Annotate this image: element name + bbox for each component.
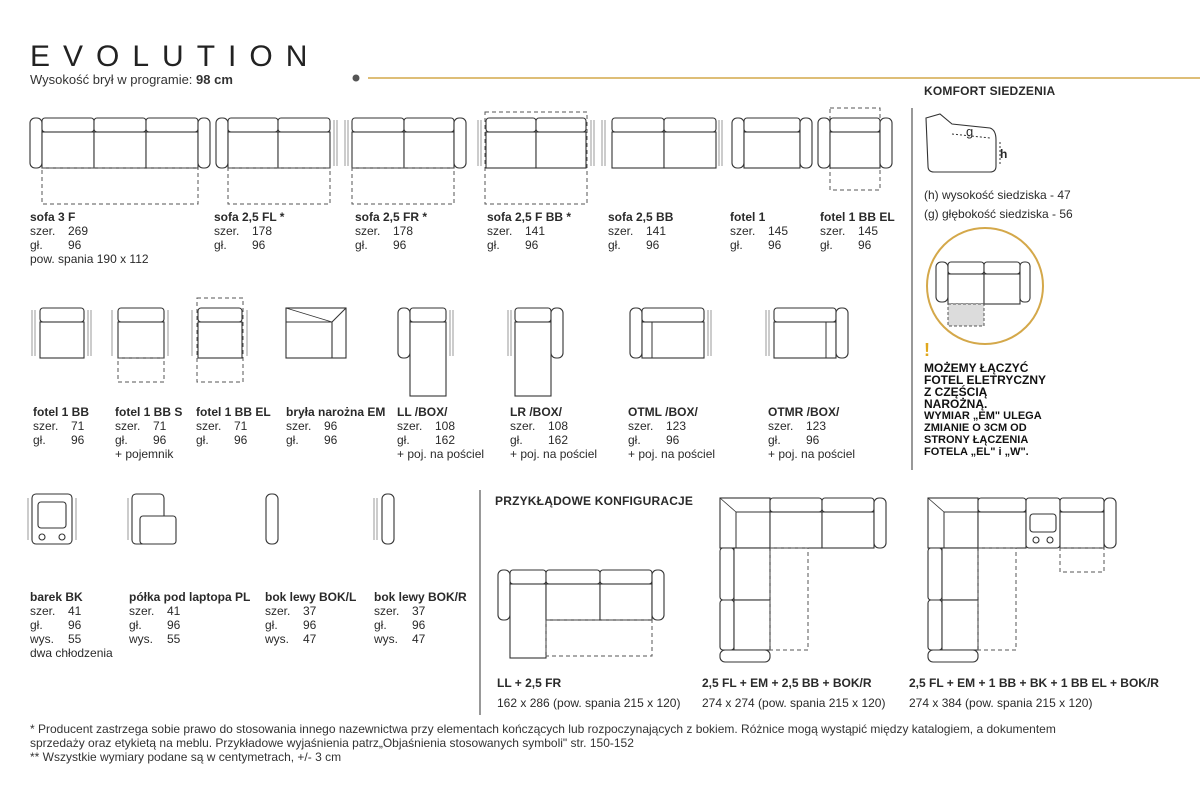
module-label: fotel 1 szer. 145 gł. 96 [730,210,789,252]
sofa-25fr-drawing [345,118,466,204]
module-label: bryła narożna EM szer. 96 gł. 96 [286,405,386,447]
module-label: półka pod laptopa PL szer. 41 gł. 96 wys. 55 [129,590,251,646]
module-label: sofa 2,5 F BB * szer. 141 gł. 96 [487,210,572,252]
height-note-label: Wysokość brył w programie: [30,72,197,87]
module-name: barek BK [30,590,83,604]
module-name: bok lewy BOK/L [265,590,357,604]
module-name: bok lewy BOK/R [374,590,467,604]
comfort-title: KOMFORT SIEDZENIA [924,84,1056,98]
module-name: LL /BOX/ [397,405,448,419]
fotel-1bb-drawing [32,308,91,358]
config-name: 2,5 FL + EM + 1 BB + BK + 1 BB EL + BOK/R [909,676,1159,690]
comfort-g-letter: g [966,124,974,139]
bok-r-drawing [374,494,394,544]
module-label: bok lewy BOK/R szer. 37 gł. 96 wys. 47 [374,590,467,646]
configurations-title: PRZYKŁĄDOWE KONFIGURACJE [495,494,694,508]
config-1-drawing [498,570,664,658]
warning-icon: ! [924,340,930,360]
module-name: sofa 3 F [30,210,76,224]
module-name: sofa 2,5 FR * [355,210,428,224]
laptop-shelf-pl-drawing [128,494,176,544]
module-name: bryła narożna EM [286,405,386,419]
warning-note [924,362,1124,458]
fotel-1bbel-drawing [818,108,892,190]
footnotes [30,722,1170,764]
module-name: fotel 1 BB S [115,405,183,419]
module-label: fotel 1 BB EL szer. 145 gł. 96 [820,210,895,252]
module-label: sofa 2,5 FL * szer. 178 gł. 96 [214,210,285,252]
page-title: EVOLUTION [30,40,321,73]
sofa-25fl-drawing [216,118,337,204]
module-name: fotel 1 [730,210,766,224]
config-dims: 274 x 384 (pow. spania 215 x 120) [909,696,1093,710]
module-label: sofa 2,5 BB szer. 141 gł. 96 [608,210,674,252]
barek-bk-drawing [28,494,76,544]
config-label [702,676,885,711]
warning-text-main: MOŻEMY ŁĄCZYĆ FOTEL ELETRYCZNY Z CZĘŚCIĄ NAROŻNĄ. [924,361,1047,411]
module-name: sofa 2,5 F BB * [487,210,572,224]
fotel-1-drawing [732,118,812,168]
config-3-drawing [928,498,1116,662]
ll-box-drawing [398,308,453,396]
module-name: sofa 2,5 FL * [214,210,285,224]
seat-depth-text: (g) głębokość siedziska - 56 [924,207,1073,221]
config-dims: 162 x 286 (pow. spania 215 x 120) [497,696,681,710]
header-dot [353,75,360,82]
fotel-1bbs-drawing [112,308,168,382]
module-label: OTMR /BOX/ szer. 123 gł. 96 + poj. na pościel [768,405,856,461]
sofa-25bb-drawing [602,118,722,168]
module-label: LR /BOX/ szer. 108 gł. 162 + poj. na pościel [510,405,598,461]
module-label: bok lewy BOK/L szer. 37 gł. 96 wys. 47 [265,590,357,646]
bok-l-drawing [266,494,278,544]
config-name: LL + 2,5 FR [497,676,562,690]
config-label [909,676,1159,711]
config-label [497,676,680,711]
height-note-value: 98 cm [196,72,233,87]
module-label: fotel 1 BB EL szer. 71 gł. 96 [196,405,271,447]
config-2-drawing [720,498,886,662]
comfort-h-letter: h [1000,147,1008,161]
config-dims: 274 x 274 (pow. spania 215 x 120) [702,696,886,710]
footnote-1: * Producent zastrzega sobie prawo do stosowania innego nazewnictwa przy elementach kończących lub rozpoczynających z bokiem. Różnice mogą wystąpić między katalogiem, a dokumentem [30,722,1056,736]
module-name: fotel 1 BB EL [820,210,895,224]
module-name: LR /BOX/ [510,405,563,419]
module-name: OTMR /BOX/ [768,405,840,419]
otmr-box-drawing [766,308,848,358]
sofa-25fbb-drawing [478,112,594,204]
module-name: fotel 1 BB [33,405,90,419]
module-name: sofa 2,5 BB [608,210,674,224]
module-label: barek BK szer. 41 gł. 96 wys. 55 dwa chłodzenia [30,590,113,660]
footnote-2: ** Wszystkie wymiary podane są w centymetrach, +/- 3 cm [30,750,342,764]
otml-box-drawing [630,308,711,358]
footnote-1-cont: sprzedaży oraz etykietą na meblu. Przykładowe wyjaśnienia patrz„Objaśnienia stosowanych symboli" str. 150-152 [30,736,634,750]
corner-em-drawing [286,308,346,358]
lr-box-drawing [508,308,563,396]
module-label: fotel 1 BB S szer. 71 gł. 96 + pojemnik [115,405,183,461]
warning-text-sub: WYMIAR „EM" ULEGA ZMIANIE O 3CM OD STRONY ŁĄCZENIA FOTELA „EL" i „W". [924,410,1042,458]
fotel-1bbel-small-drawing [192,298,247,382]
module-label: fotel 1 BB szer. 71 gł. 96 [33,405,90,447]
config-name: 2,5 FL + EM + 2,5 BB + BOK/R [702,676,872,690]
sofa-3f-drawing [30,118,210,204]
module-label: sofa 3 F szer. 269 gł. 96 pow. spania 190 x 112 [30,210,149,266]
module-name: półka pod laptopa PL [129,590,251,604]
comfort-profile-drawing [926,114,1000,172]
module-name: fotel 1 BB EL [196,405,271,419]
combination-circle-drawing [927,228,1043,344]
module-label: OTML /BOX/ szer. 123 gł. 96 + poj. na pościel [628,405,716,461]
module-name: OTML /BOX/ [628,405,698,419]
module-label: LL /BOX/ szer. 108 gł. 162 + poj. na pościel [397,405,485,461]
module-label: sofa 2,5 FR * szer. 178 gł. 96 [355,210,428,252]
seat-height-text: (h) wysokość siedziska - 47 [924,188,1071,202]
